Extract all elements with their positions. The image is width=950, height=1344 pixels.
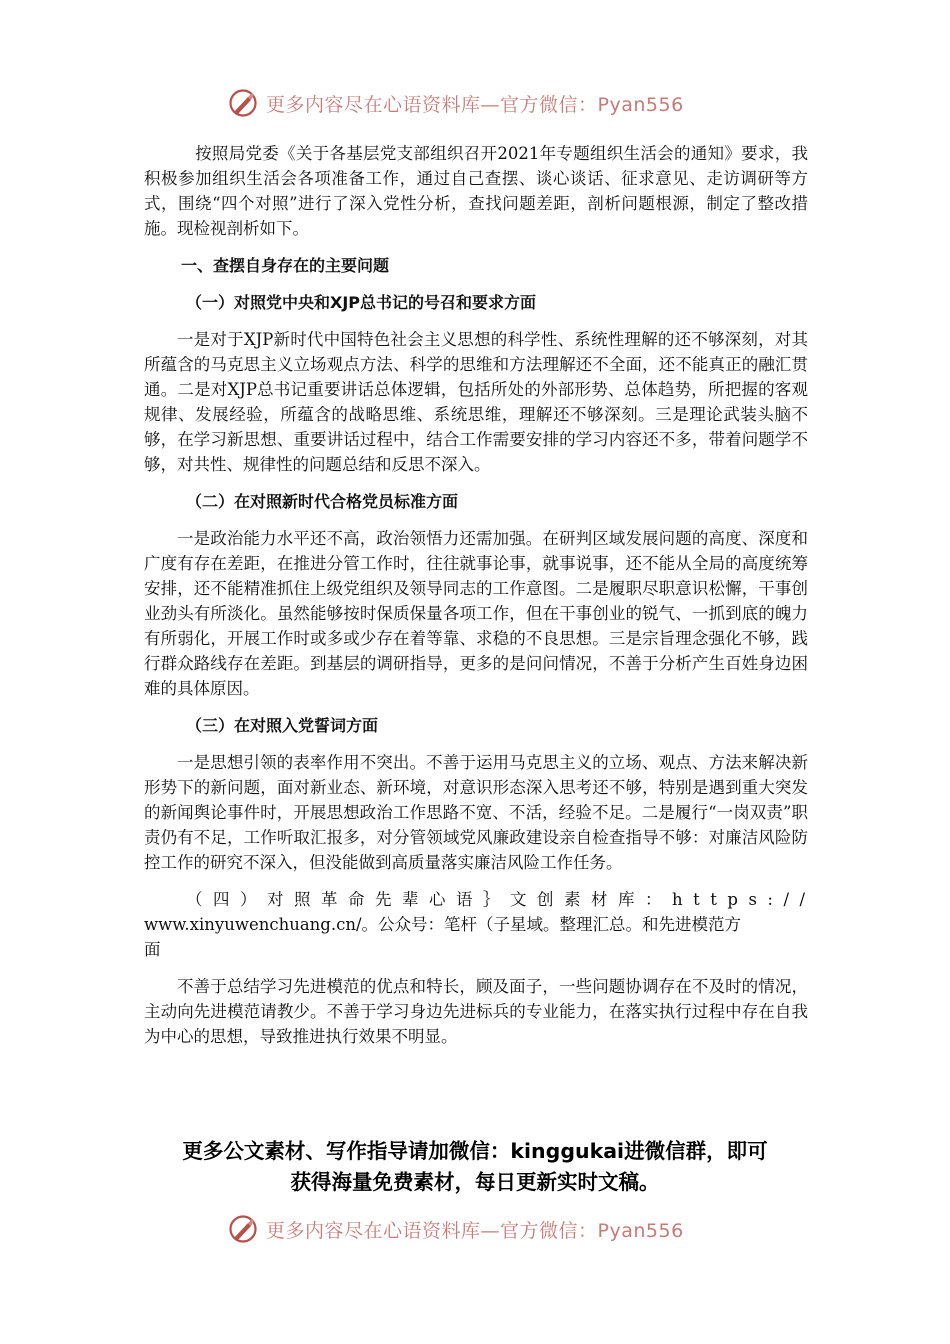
watermark-line-end: 面 [144, 940, 161, 959]
subsection-heading-watermarked: （四）对照革命先辈心语｝文创素材库：https:// [186, 890, 816, 909]
banner-text: 更多内容尽在心语资料库—官方微信：Pyan556 [266, 1219, 684, 1242]
pen-logo-icon [228, 1214, 258, 1244]
footer-banner [228, 1212, 748, 1246]
header-banner [228, 86, 748, 120]
promo-line: 获得海量免费素材，每日更新实时文稿。 [290, 1170, 660, 1194]
promo-line: 更多公文素材、写作指导请加微信：kinggukai进微信群，即可 [182, 1139, 768, 1163]
subsection-paragraph: 一是对于XJP新时代中国特色社会主义思想的科学性、系统性理解的还不够深刻，对其所蕴含的马克思主义立场观点方法、科学的思维和方法理解还不全面，还不能真正的融汇贯通。二是对XJP总书记重要讲话总体逻辑，包括所处的外部形势、总体趋势，所把握的客观规律、发展经验，所蕴含的战略思维、系统思维，理解还不够深刻。三是理论武装头脑不够，在学习新思想、重要讲话过程中，结合工作需要安排的学习内容还不多，带着问题学不够，对共性、规律性的问题总结和反思不深入。 [144, 330, 808, 474]
banner-text: 更多内容尽在心语资料库—官方微信：Pyan556 [266, 93, 684, 116]
section-heading: 一、查摆自身存在的主要问题 [181, 256, 390, 275]
subsection-paragraph: 一是思想引领的表率作用不突出。不善于运用马克思主义的立场、观点、方法来解决新形势下的新问题，面对新业态、新环境，对意识形态深入思考还不够，特别是遇到重大突发的新闻舆论事件时，开展思想政治工作思路不宽、不活，经验不足。二是履行“一岗双责”职责仍有不足，工作听取汇报多，对分管领域党风廉政建设亲自检查指导不够：对廉洁风险防控工作的研究不深入，但没能做到高质量落实廉洁风险工作任务。 [144, 753, 808, 872]
subsection-heading: （一）对照党中央和XJP总书记的号召和要求方面 [186, 293, 537, 312]
pen-logo-icon [228, 88, 258, 118]
subsection-heading: （三）在对照入党誓词方面 [186, 716, 379, 735]
subsection-heading: （二）在对照新时代合格党员标准方面 [186, 492, 459, 511]
subsection-paragraph: 一是政治能力水平还不高，政治领悟力还需加强。在研判区域发展问题的高度、深度和广度有存在差距，在推进分管工作时，往往就事论事，就事说事，还不能从全局的高度统筹安排，还不能精准抓住上级党组织及领导同志的工作意图。二是履职尽职意识松懈，干事创业劲头有所淡化。虽然能够按时保质保量各项工作，但在干事创业的锐气、一抓到底的魄力有所弱化，开展工作时或多或少存在着等靠、求稳的不良思想。三是宗旨理念强化不够，践行群众路线存在差距。到基层的调研指导，更多的是问问情况，不善于分析产生百姓身边困难的具体原因。 [144, 529, 808, 698]
promo-text [120, 1136, 830, 1198]
subsection-paragraph: 不善于总结学习先进模范的优点和特长，顾及面子，一些问题协调存在不及时的情况，主动向先进模范请教少。不善于学习身边先进标兵的专业能力，在落实执行过程中存在自我为中心的思想，导致推进执行效果不明显。 [144, 977, 808, 1046]
intro-paragraph: 按照局党委《关于各基层党支部组织召开2021年专题组织生活会的通知》要求，我积极参加组织生活会各项准备工作，通过自己查摆、谈心谈话、征求意见、走访调研等方式，围绕“四个对照”进行了深入党性分析，查找问题差距，剖析问题根源，制定了整改措施。现检视剖析如下。 [144, 144, 808, 238]
document-body [144, 141, 816, 1049]
watermark-line: www.xinyuwenchuang.cn/。公众号：笔杆（子星域。整理汇总。和先进模范方 [144, 915, 742, 934]
